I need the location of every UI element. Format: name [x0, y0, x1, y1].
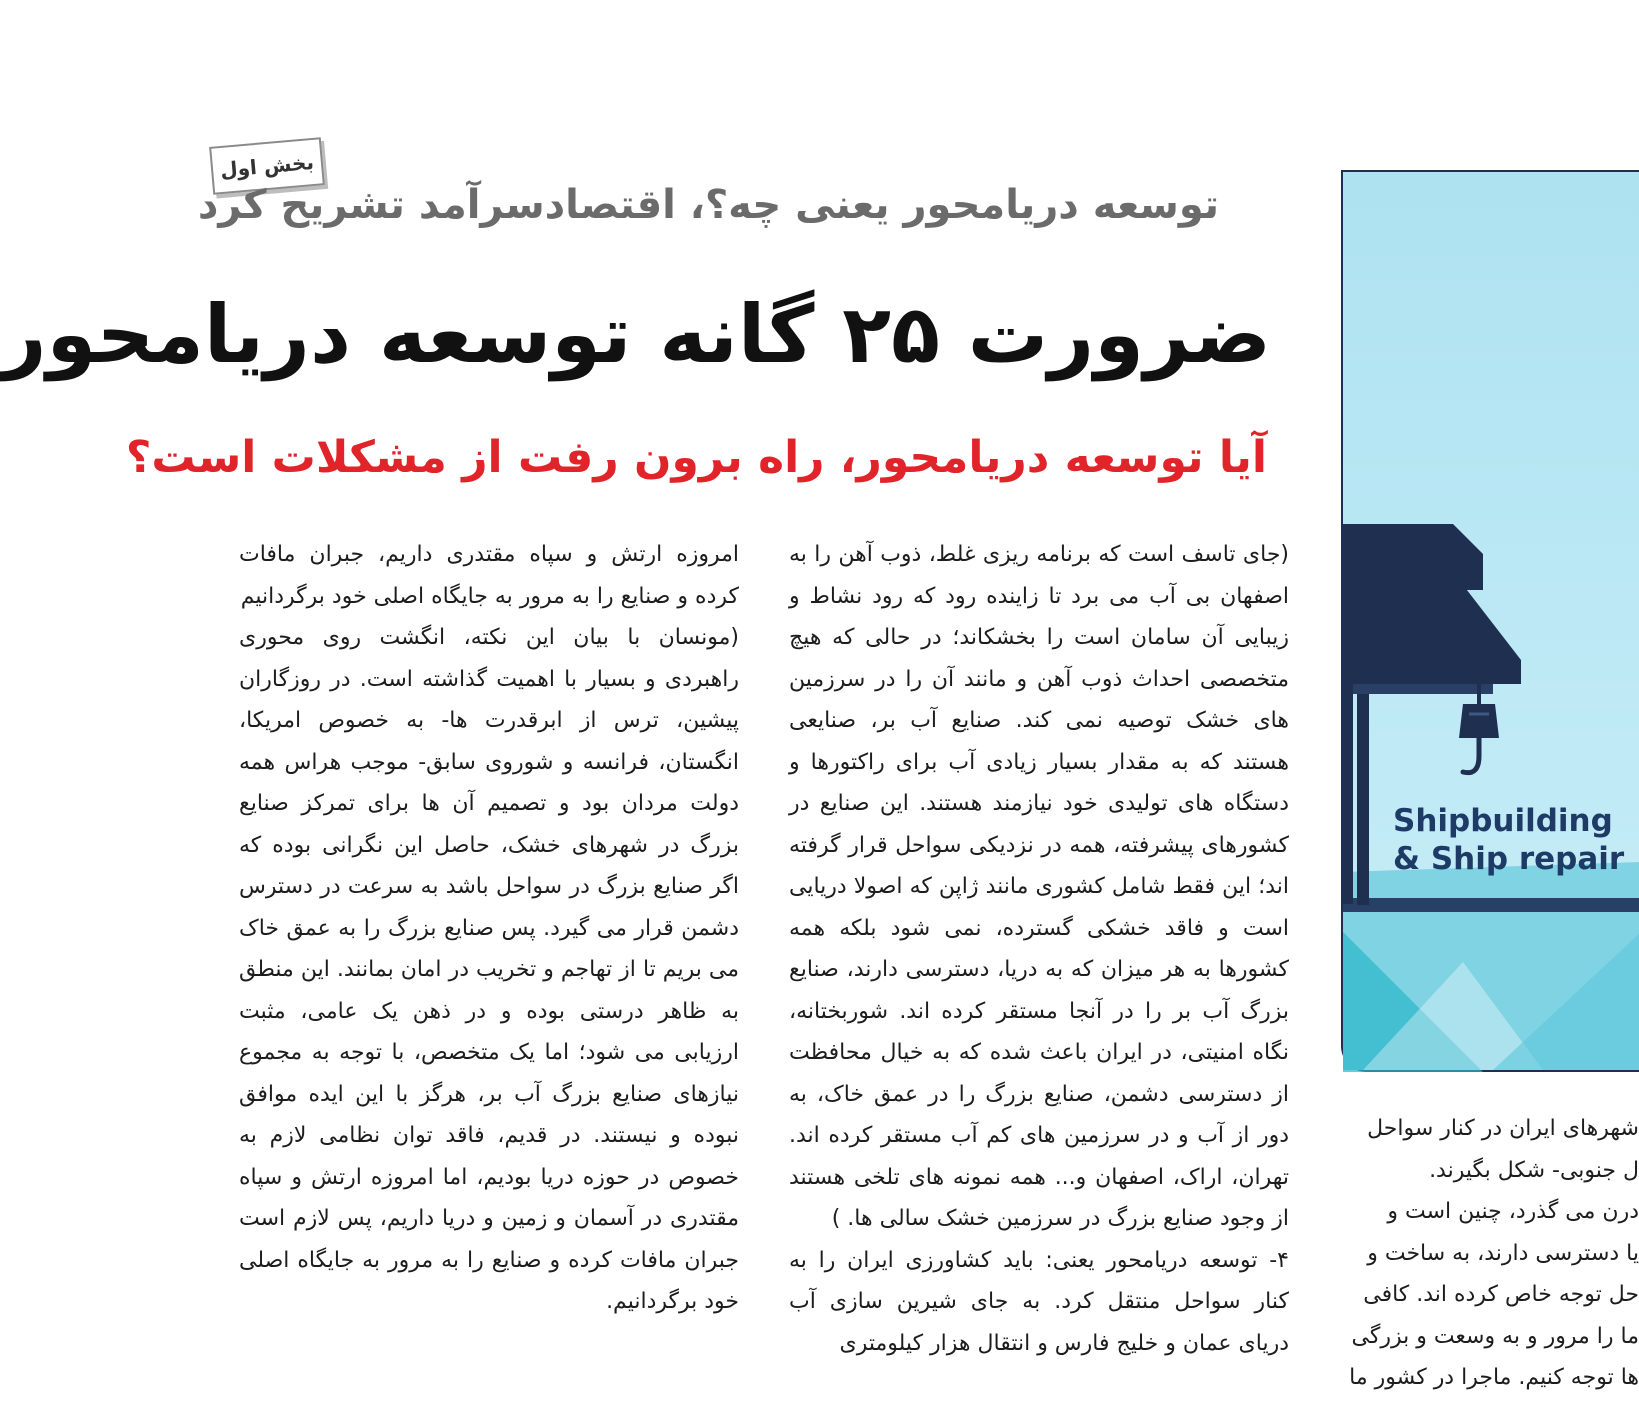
middle-paragraph-1: (جای تاسف است که برنامه ریزی غلط، ذوب آهن را به اصفهان بی آب می برد تا زاینده رود که رود نشاط و زیبایی آن سامان است را بخشکاند؛ در حالی که هیچ متخصصی احداث ذوب آهن و مانند آن را در سرزمین های خشک توصیه نمی کند. صنایع آب بر، صنایعی هستند که به مقدار بسیار زیادی آب برای راکتورها و دستگاه های تولیدی خود نیازمند هستند. این صنایع در کشورهای پیشرفته، همه در نزدیکی سواحل قرار گرفته اند؛ این فقط شامل کشوری مانند ژاپن که اصولا دریایی است و فاقد خشکی گسترده، نمی شود بلکه همه کشورها به هر میزان که به دریا، دسترسی دارند، صنایع بزرگ آب بر را در آنجا مستقر کرده اند. شوربختانه، نگاه امنیتی، در ایران باعث شده که به خیال محافظت از دسترسی دشمن، صنایع بزرگ را در عمق خاک، به دور از آب و در سرزمین های کم آب مستقر کرده اند. تهران، اراک، اصفهان و... همه نمونه های تلخی هستند از وجود صنایع بزرگ در سرزمین خشک سالی ها. )	[789, 542, 1289, 1231]
right-column-fragment	[1339, 1108, 1639, 1399]
dock-beam	[1343, 898, 1639, 912]
right-line: یا دسترسی دارند، به ساخت و	[1367, 1240, 1639, 1266]
left-paragraph-2: (مونسان با بیان این نکته، انگشت روی محوری راهبردی و بسیار با اهمیت گذاشته است. در روزگاران پیشین، ترس از ابرقدرت ها- به خصوص امریکا، انگستان، فرانسه و شوروی سابق- موجب هراس همه دولت مردان بود و تصمیم آن ها برای تمرکز صنایع بزرگ در شهرهای خشک، حاصل این نگرانی بوده که اگر صنایع بزرگ در سواحل باشد به سرعت در دسترس دشمن قرار می گیرد. پس صنایع بزرگ را به عمق خاک می بریم تا از تهاجم و تخریب در امان بمانند. این منطق به ظاهر درستی بوده و در ذهن یک عامی، مثبت ارزیابی می شود؛ اما یک متخصص، با توجه به مجموع نیازهای صنایع بزرگ آب بر، هرگز با این ایده موافق نبوده و نیستند. در قدیم، فاقد توان نظامی لازم به خصوص در حوزه دریا بودیم، اما امروزه ارتش و سپاه مقتدری در آسمان و زمین و دریا داریم، پس لازم است جبران مافات کرده و صنایع را به مرور به جایگاه اصلی خود برگردانیم.	[239, 625, 739, 1314]
left-paragraph-1: امروزه ارتش و سپاه مقتدری داریم، جبران مافات کرده و صنایع را به مرور به جایگاه اصلی خود برگردانیم	[239, 542, 739, 609]
kicker-title: توسعه دریامحور یعنی چه؟، اقتصادسرآمد تشریح کرد	[197, 182, 1219, 228]
middle-paragraph-2: ۴- توسعه دریامحور یعنی: باید کشاورزی ایران را به کنار سواحل منتقل کرد. به جای شیرین سازی آب دریای عمان و خلیج فارس و انتقال هزار کیلومتری	[789, 1247, 1289, 1356]
right-line: ما را مرور و به وسعت و بزرگی	[1351, 1323, 1639, 1349]
right-line: ها توجه کنیم. ماجرا در کشور ما	[1349, 1365, 1639, 1390]
section-tag: بخش اول	[209, 137, 325, 195]
image-caption	[1393, 802, 1624, 878]
headline: ضرورت ۲۵ گانه توسعه دریامحور	[0, 288, 1271, 381]
shipbuilding-illustration	[1341, 170, 1639, 1072]
subhead: آیا توسعه دریامحور، راه برون رفت از مشکلات است؟	[125, 432, 1267, 483]
right-line: ل جنوبی- شکل بگیرند.	[1429, 1157, 1639, 1183]
image-caption-line-1: Shipbuilding	[1393, 803, 1613, 839]
right-line: درن می گذرد، چنین است و	[1387, 1199, 1639, 1224]
image-caption-line-2: & Ship repair	[1393, 841, 1625, 877]
left-column	[239, 534, 739, 1323]
right-line: شهرهای ایران در کنار سواحل	[1367, 1116, 1639, 1141]
hook-icon	[1459, 684, 1499, 773]
illustration-graphic	[1343, 172, 1639, 1070]
middle-column	[789, 534, 1289, 1364]
right-line: حل توجه خاص کرده اند. کافی	[1363, 1282, 1639, 1307]
